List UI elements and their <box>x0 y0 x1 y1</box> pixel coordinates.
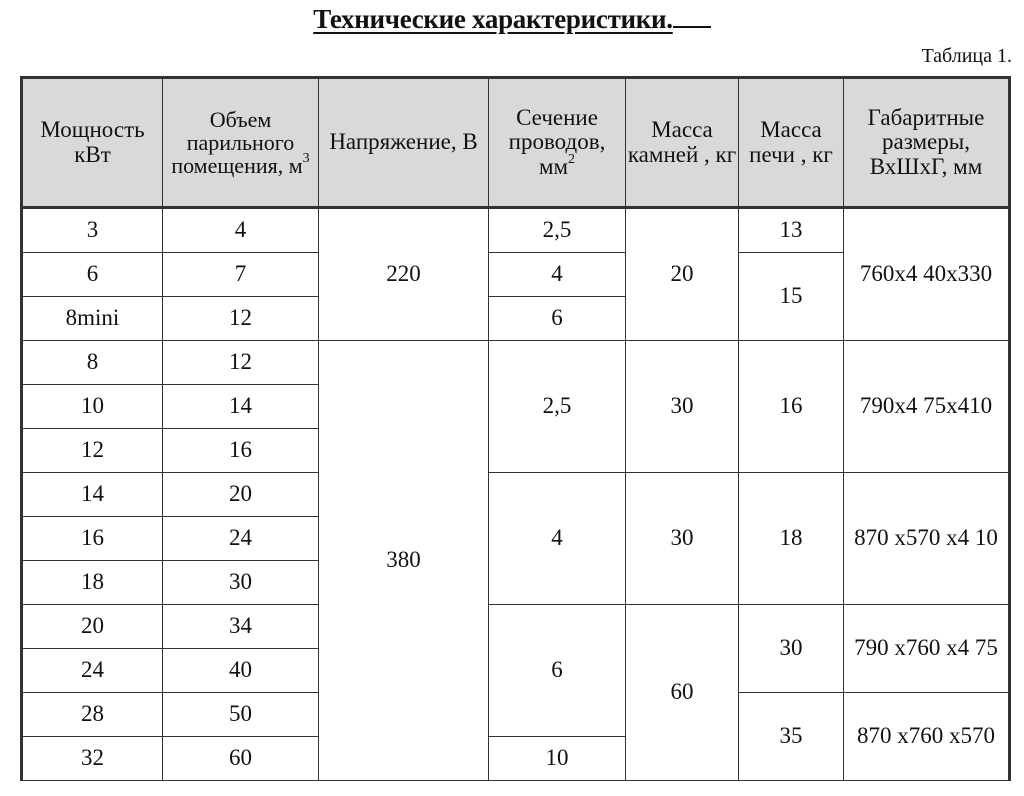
volume-cell: 12 <box>163 297 319 341</box>
wire-cell: 6 <box>489 605 626 737</box>
header-mass <box>739 78 844 208</box>
dims-cell: 790х4 75х410 <box>844 341 1010 473</box>
header-wire <box>489 78 626 208</box>
volume-cell: 20 <box>163 473 319 517</box>
table-row <box>22 208 1010 253</box>
stones-cell: 20 <box>626 208 739 341</box>
voltage-cell: 380 <box>319 341 489 781</box>
dims-cell: 870 х570 х4 10 <box>844 473 1010 605</box>
dims-cell: 870 х760 х570 <box>844 693 1010 781</box>
power-cell: 24 <box>22 649 163 693</box>
volume-cell: 24 <box>163 517 319 561</box>
stones-cell: 60 <box>626 605 739 781</box>
table-row <box>22 605 1010 649</box>
wire-cell: 4 <box>489 253 626 297</box>
volume-cell: 30 <box>163 561 319 605</box>
power-cell: 18 <box>22 561 163 605</box>
wire-cell: 4 <box>489 473 626 605</box>
volume-cell: 12 <box>163 341 319 385</box>
volume-cell: 50 <box>163 693 319 737</box>
volume-cell: 34 <box>163 605 319 649</box>
header-voltage-text: Напряжение, В <box>329 129 478 155</box>
wire-cell: 10 <box>489 737 626 781</box>
power-cell: 10 <box>22 385 163 429</box>
mass-cell: 18 <box>739 473 844 605</box>
volume-cell: 7 <box>163 253 319 297</box>
header-stones <box>626 78 739 208</box>
header-voltage <box>319 78 489 208</box>
header-power-text: Мощность кВт <box>40 117 145 167</box>
dims-cell: 790 х760 х4 75 <box>844 605 1010 693</box>
volume-cell: 40 <box>163 649 319 693</box>
header-power <box>22 78 163 208</box>
header-volume-text: Объем парильного помещения, м <box>171 106 303 179</box>
title-underline <box>673 4 711 28</box>
voltage-cell: 220 <box>319 208 489 341</box>
specifications-table <box>20 76 1011 781</box>
volume-cell: 60 <box>163 737 319 781</box>
header-row <box>22 78 1010 208</box>
title-text: Технические характеристики. <box>313 4 673 34</box>
power-cell: 20 <box>22 605 163 649</box>
header-volume-sup: 3 <box>302 151 310 167</box>
mass-cell: 30 <box>739 605 844 693</box>
header-wire-text: Сечение проводов, мм <box>508 105 606 179</box>
stones-cell: 30 <box>626 341 739 473</box>
mass-cell: 16 <box>739 341 844 473</box>
power-cell: 8mini <box>22 297 163 341</box>
dims-cell: 760х4 40х330 <box>844 208 1010 341</box>
header-dims-text: Габаритные размеры, ВхШхГ, мм <box>867 105 985 179</box>
header-wire-sup: 2 <box>568 151 576 167</box>
power-cell: 3 <box>22 208 163 253</box>
header-volume <box>163 78 319 208</box>
power-cell: 6 <box>22 253 163 297</box>
power-cell: 12 <box>22 429 163 473</box>
power-cell: 16 <box>22 517 163 561</box>
mass-cell: 13 <box>739 208 844 253</box>
document-title <box>0 4 1024 35</box>
table-row <box>22 341 1010 385</box>
wire-cell: 6 <box>489 297 626 341</box>
wire-cell: 2,5 <box>489 341 626 473</box>
header-mass-text: Масса печи , кг <box>749 117 833 167</box>
mass-cell: 35 <box>739 693 844 781</box>
power-cell: 8 <box>22 341 163 385</box>
table-row <box>22 473 1010 517</box>
volume-cell: 16 <box>163 429 319 473</box>
power-cell: 14 <box>22 473 163 517</box>
table-label: Таблица 1. <box>921 45 1012 67</box>
power-cell: 32 <box>22 737 163 781</box>
wire-cell: 2,5 <box>489 208 626 253</box>
header-dims <box>844 78 1010 208</box>
power-cell: 28 <box>22 693 163 737</box>
header-stones-text: Масса камней , кг <box>627 117 737 167</box>
volume-cell: 4 <box>163 208 319 253</box>
stones-cell: 30 <box>626 473 739 605</box>
mass-cell: 15 <box>739 253 844 341</box>
volume-cell: 14 <box>163 385 319 429</box>
